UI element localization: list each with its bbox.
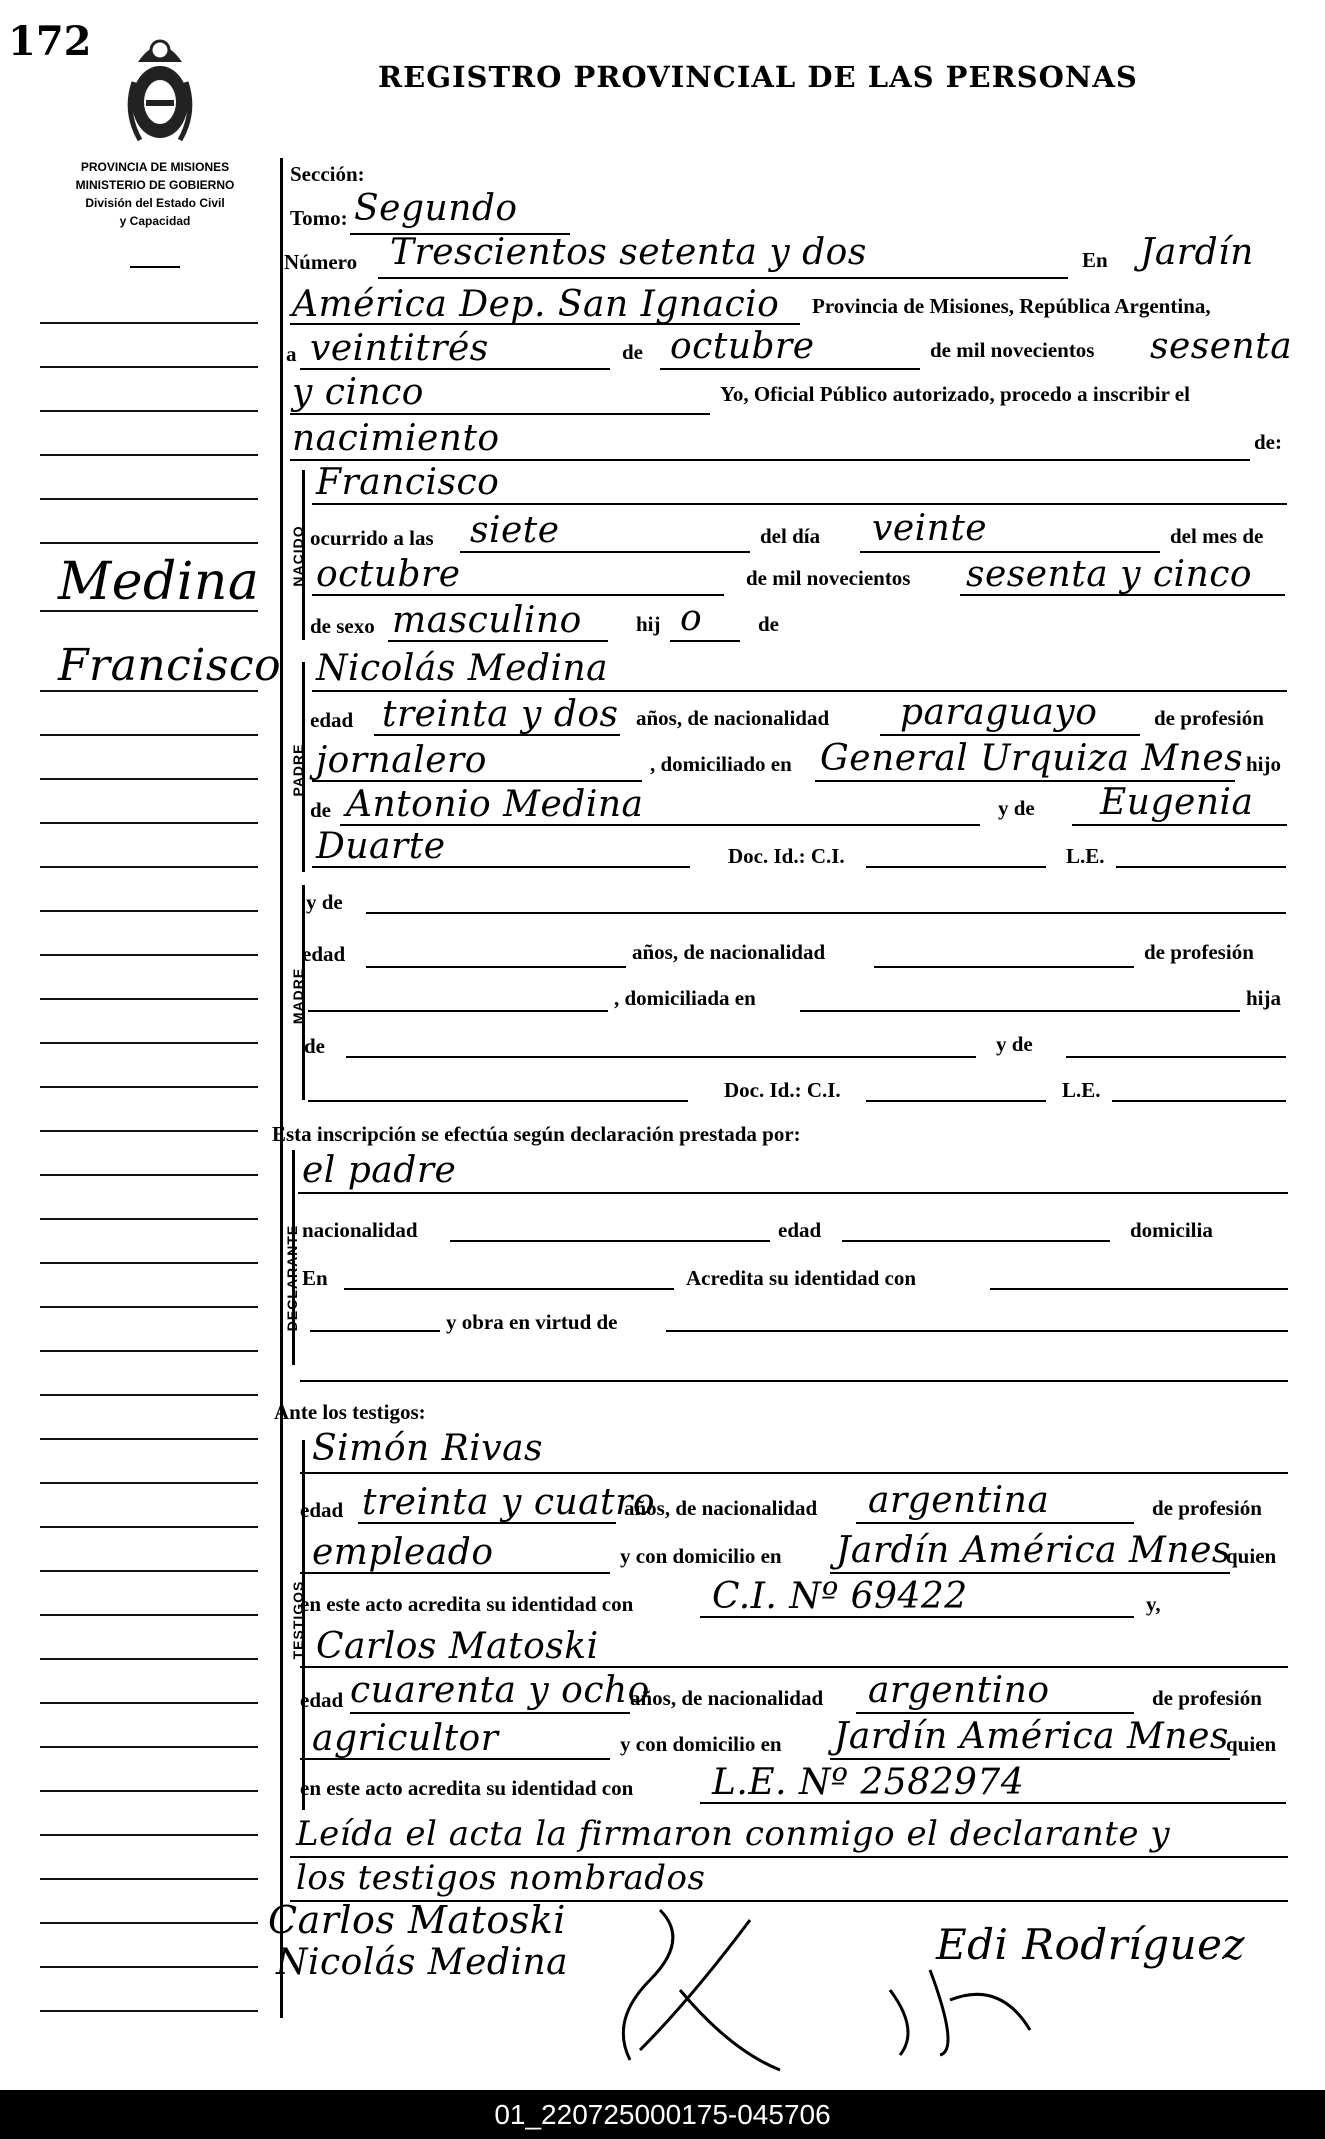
label-de-mil-novecientos: de mil novecientos <box>930 338 1095 362</box>
hw-padre-prof: jornalero <box>316 740 487 781</box>
hw-testigo1: Simón Rivas <box>312 1428 544 1469</box>
label-padre: PADRE <box>290 743 306 797</box>
hw-dia-nac: veinte <box>872 508 988 549</box>
hw-mes: octubre <box>670 326 815 367</box>
label-del-mes-de: del mes de <box>1170 524 1264 548</box>
label-ante-testigos: Ante los testigos: <box>274 1400 426 1424</box>
hw-numero: Trescientos setenta y dos <box>390 232 867 273</box>
label-en-este-acto-t2: en este acto acredita su identidad con <box>300 1776 634 1800</box>
coat-of-arms-icon <box>120 22 200 152</box>
label-domiciliado-en: , domiciliado en <box>650 752 792 776</box>
label-domicilia: domicilia <box>1130 1218 1213 1242</box>
hw-abuelo: Antonio Medina <box>346 784 644 825</box>
label-en-este-acto-t1: en este acto acredita su identidad con <box>300 1592 634 1616</box>
label-anos-nac-t2: años, de nacionalidad <box>630 1686 824 1710</box>
label-de-1: de <box>622 340 643 364</box>
label-de-4: de <box>304 1034 325 1058</box>
hw-t1-doc: C.I. Nº 69422 <box>712 1576 968 1617</box>
label-de-profesion-t1: de profesión <box>1152 1496 1262 1520</box>
hw-t1-prof: empleado <box>312 1532 494 1573</box>
label-de-profesion-t2: de profesión <box>1152 1686 1262 1710</box>
header-line-1: PROVINCIA DE MISIONES <box>80 160 230 174</box>
label-tomo: Tomo: <box>290 206 348 230</box>
hw-declarante: el padre <box>302 1150 457 1191</box>
label-edad-padre: edad <box>310 708 354 732</box>
label-hija: hija <box>1246 986 1282 1010</box>
hw-t2-nac: argentino <box>868 1670 1050 1711</box>
hw-acto: nacimiento <box>292 418 500 459</box>
label-en: En <box>1082 248 1108 272</box>
header-line-4: y Capacidad <box>119 214 191 228</box>
label-declarante: DECLARANTE <box>284 1224 300 1332</box>
hw-cierre-1: Leída el acta la firmaron conmigo el declarante y <box>296 1814 1171 1854</box>
hw-sexo: masculino <box>392 600 582 641</box>
label-le-madre: L.E. <box>1062 1078 1101 1102</box>
hw-t2-dom: Jardín América Mnes <box>834 1716 1229 1757</box>
margin-surname: Medina <box>58 552 260 612</box>
header-left <box>40 158 270 230</box>
label-y-dot: y, <box>1146 1592 1161 1616</box>
header-line-3: División del Estado Civil <box>85 196 225 210</box>
label-acredita: Acredita su identidad con <box>686 1266 917 1290</box>
label-y-de-madre-2: y de <box>996 1032 1033 1056</box>
hw-dia: veintitrés <box>310 328 489 369</box>
label-del-dia: del día <box>760 524 821 548</box>
hw-padre-edad: treinta y dos <box>382 694 619 735</box>
hw-abuela1: Eugenia <box>1100 782 1254 823</box>
label-de-profesion-madre: de profesión <box>1144 940 1254 964</box>
hw-anio1: sesenta <box>1150 326 1293 367</box>
label-quien-t1: quien <box>1226 1544 1277 1568</box>
hw-padre-nombre: Nicolás Medina <box>316 648 609 689</box>
signature-1: Carlos Matoski <box>268 1898 566 1942</box>
hw-padre-dom: General Urquiza Mnes <box>820 738 1244 779</box>
label-quien-t2: quien <box>1226 1732 1277 1756</box>
label-yo-oficial: Yo, Oficial Público autorizado, procedo a inscribir el <box>720 382 1190 406</box>
main-border <box>280 158 283 2018</box>
hw-hora: siete <box>470 510 560 551</box>
label-numero: Número <box>284 250 358 274</box>
label-anos-nac-t1: años, de nacionalidad <box>624 1496 818 1520</box>
hw-padre-nac: paraguayo <box>900 692 1098 733</box>
label-madre: MADRE <box>290 967 306 1025</box>
header-underline <box>130 266 180 268</box>
label-declaracion: Esta inscripción se efectúa según declaración prestada por: <box>272 1122 801 1146</box>
label-edad-declarante: edad <box>778 1218 822 1242</box>
label-y-obra: y obra en virtud de <box>446 1310 618 1334</box>
footer-id: 01_220725000175-045706 <box>0 2090 1325 2139</box>
hw-t1-dom: Jardín América Mnes <box>836 1530 1231 1571</box>
hw-t2-prof: agricultor <box>312 1718 499 1759</box>
margin-given-name: Francisco <box>58 640 282 691</box>
label-domiciliada-en: , domiciliada en <box>614 986 756 1010</box>
label-ocurrido: ocurrido a las <box>310 526 434 550</box>
label-a: a <box>286 342 297 366</box>
label-doc-id-madre: Doc. Id.: C.I. <box>724 1078 841 1102</box>
hw-t2-doc: L.E. Nº 2582974 <box>712 1762 1025 1803</box>
hw-mes-nac: octubre <box>316 554 461 595</box>
label-y-con-domicilio-t1: y con domicilio en <box>620 1544 782 1568</box>
hw-tomo: Segundo <box>354 188 518 229</box>
hw-anio2: y cinco <box>292 372 424 413</box>
label-de-mil-2: de mil novecientos <box>746 566 911 590</box>
hw-t1-edad: treinta y cuatro <box>362 1482 655 1523</box>
label-de-3: de <box>310 798 331 822</box>
label-de-2: de <box>758 612 779 636</box>
label-en-declarante: En <box>302 1266 328 1290</box>
hw-hij-suffix: o <box>680 598 703 639</box>
label-nacido: NACIDO <box>290 525 306 587</box>
hw-t1-nac: argentina <box>868 1480 1050 1521</box>
label-doc-id-padre: Doc. Id.: C.I. <box>728 844 845 868</box>
signature-3: Edi Rodríguez <box>936 1920 1246 1969</box>
hw-lugar2: América Dep. San Ignacio <box>292 284 780 325</box>
label-seccion: Sección: <box>290 162 365 186</box>
label-anos-nac-padre: años, de nacionalidad <box>636 706 830 730</box>
label-y-de-padre: y de <box>998 796 1035 820</box>
signature-2: Nicolás Medina <box>276 1942 569 1983</box>
label-provincia: Provincia de Misiones, República Argentina, <box>812 294 1211 318</box>
hw-t2-edad: cuarenta y ocho <box>350 1670 650 1711</box>
label-edad-t1: edad <box>300 1498 344 1522</box>
label-y-con-domicilio-t2: y con domicilio en <box>620 1732 782 1756</box>
label-edad-madre: edad <box>302 942 346 966</box>
label-anos-nac-madre: años, de nacionalidad <box>632 940 826 964</box>
document-title: REGISTRO PROVINCIAL DE LAS PERSONAS <box>378 60 1138 94</box>
label-de-profesion-padre: de profesión <box>1154 706 1264 730</box>
page-number: 172 <box>8 18 92 65</box>
hw-anio-nac: sesenta y cinco <box>966 554 1253 595</box>
hw-testigo2: Carlos Matoski <box>316 1626 599 1667</box>
hw-nombre: Francisco <box>316 462 500 503</box>
signature-scrawl <box>600 1900 800 2080</box>
hw-abuela2: Duarte <box>316 826 446 867</box>
label-hijo: hijo <box>1246 752 1282 776</box>
label-edad-t2: edad <box>300 1688 344 1712</box>
label-hij: hij <box>636 612 661 636</box>
label-y-de-madre: y de <box>306 890 343 914</box>
hw-cierre-2: los testigos nombrados <box>296 1858 706 1898</box>
hw-lugar: Jardín <box>1140 232 1254 273</box>
label-nacionalidad: nacionalidad <box>302 1218 418 1242</box>
label-testigos: TESTIGOS <box>290 1580 306 1660</box>
label-le-padre: L.E. <box>1066 844 1105 868</box>
label-de-colon: de: <box>1254 430 1282 454</box>
signature-scrawl-2 <box>880 1960 1040 2060</box>
label-de-sexo: de sexo <box>310 614 375 638</box>
header-line-2: MINISTERIO DE GOBIERNO <box>75 178 235 192</box>
